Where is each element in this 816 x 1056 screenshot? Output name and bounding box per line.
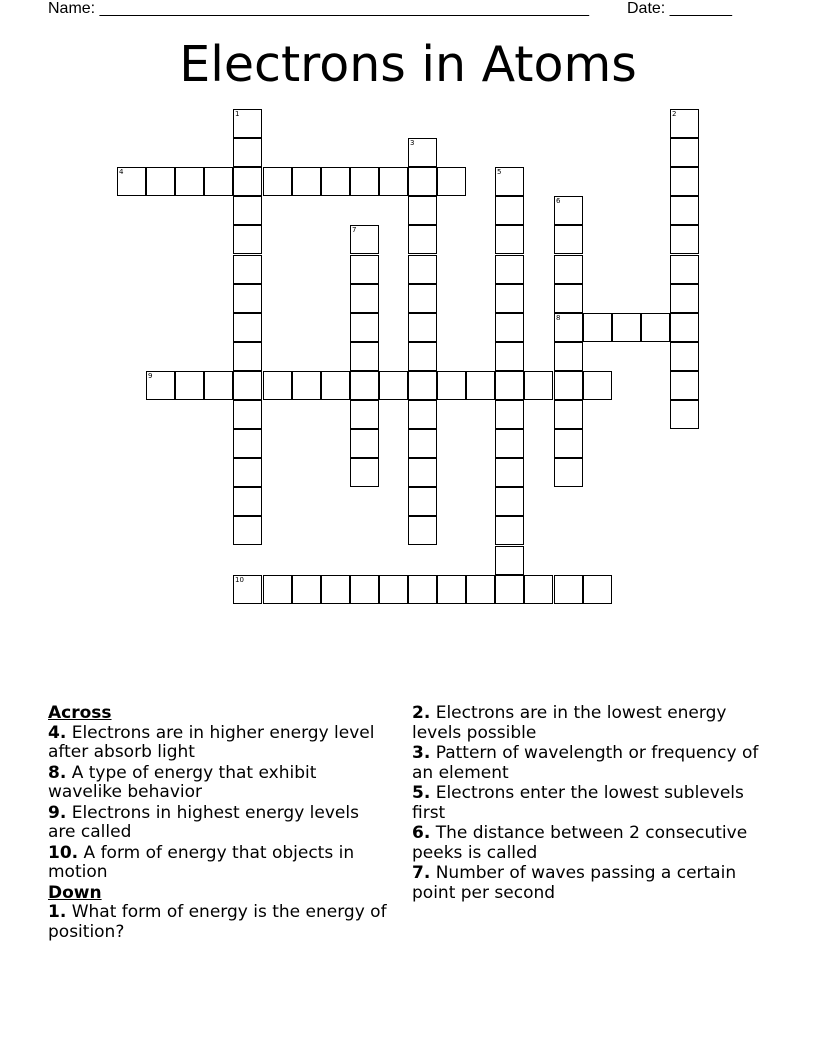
- grid-cell[interactable]: [670, 400, 699, 429]
- clue-number: 2.: [412, 703, 431, 723]
- cell-number: 9: [148, 372, 153, 380]
- clue-text: Pattern of wavelength or frequency of an element: [412, 743, 759, 783]
- grid-cell[interactable]: [350, 458, 379, 487]
- name-line: Name: _______________________________________________________: [48, 0, 589, 17]
- grid-cell[interactable]: [670, 138, 699, 167]
- grid-cell[interactable]: [554, 196, 583, 225]
- cell-number: 5: [497, 168, 502, 176]
- grid-cell[interactable]: [408, 371, 437, 400]
- grid-cell[interactable]: [408, 342, 437, 371]
- grid-cell[interactable]: [495, 546, 524, 575]
- grid-cell[interactable]: [670, 225, 699, 254]
- grid-cell[interactable]: [495, 196, 524, 225]
- clue-number: 10.: [48, 842, 79, 863]
- grid-cell[interactable]: [350, 313, 379, 342]
- grid-cell[interactable]: [670, 371, 699, 400]
- across-clue-10: [48, 844, 388, 883]
- grid-cell[interactable]: [408, 313, 437, 342]
- grid-cell[interactable]: [437, 575, 466, 604]
- grid-cell[interactable]: [175, 371, 204, 400]
- grid-cell[interactable]: [408, 167, 437, 196]
- clue-number: 4.: [48, 722, 67, 743]
- grid-cell[interactable]: [350, 400, 379, 429]
- grid-cell[interactable]: [554, 284, 583, 313]
- grid-cell[interactable]: [554, 400, 583, 429]
- clue-text: Electrons enter the lowest sublevels first: [412, 783, 744, 823]
- grid-cell[interactable]: [350, 255, 379, 284]
- grid-cell[interactable]: [495, 575, 524, 604]
- grid-cell[interactable]: [495, 284, 524, 313]
- grid-cell[interactable]: [583, 371, 612, 400]
- grid-cell[interactable]: [495, 313, 524, 342]
- grid-cell[interactable]: [350, 429, 379, 458]
- grid-cell[interactable]: [437, 167, 466, 196]
- grid-cell[interactable]: [292, 575, 321, 604]
- grid-cell[interactable]: [495, 458, 524, 487]
- grid-cell[interactable]: [408, 400, 437, 429]
- grid-cell[interactable]: [554, 575, 583, 604]
- cell-number: 4: [119, 168, 124, 176]
- grid-cell[interactable]: [321, 167, 350, 196]
- cell-number: 2: [672, 110, 677, 118]
- grid-cell[interactable]: [350, 575, 379, 604]
- cell-number: 8: [556, 314, 561, 322]
- down-clue-6: [412, 824, 772, 863]
- grid-cell[interactable]: [292, 371, 321, 400]
- grid-cell[interactable]: [583, 313, 612, 342]
- clue-text: Electrons are in the lowest energy levels possible: [412, 703, 727, 743]
- grid-cell[interactable]: [233, 371, 262, 400]
- grid-cell[interactable]: [233, 284, 262, 313]
- grid-cell[interactable]: [495, 516, 524, 545]
- grid-cell[interactable]: [408, 516, 437, 545]
- clue-number: 5.: [412, 783, 431, 803]
- clue-number: 7.: [412, 863, 431, 883]
- grid-cell[interactable]: [233, 487, 262, 516]
- grid-cell[interactable]: [379, 371, 408, 400]
- grid-cell[interactable]: [495, 487, 524, 516]
- clues-right-column: [412, 704, 772, 904]
- down-clue-3: [412, 744, 772, 783]
- grid-cell[interactable]: [233, 400, 262, 429]
- grid-cell[interactable]: [554, 313, 583, 342]
- grid-cell[interactable]: [350, 371, 379, 400]
- grid-cell[interactable]: [670, 284, 699, 313]
- grid-cell[interactable]: [583, 575, 612, 604]
- cell-number: 7: [352, 226, 357, 234]
- grid-cell[interactable]: [554, 255, 583, 284]
- cell-number: 1: [235, 110, 240, 118]
- grid-cell[interactable]: [204, 167, 233, 196]
- clue-text: Number of waves passing a certain point per second: [412, 863, 737, 903]
- puzzle-title: Electrons in Atoms: [179, 36, 637, 93]
- grid-cell[interactable]: [292, 167, 321, 196]
- clue-text: A type of energy that exhibit wavelike behavior: [48, 762, 317, 802]
- grid-cell[interactable]: [554, 342, 583, 371]
- grid-cell[interactable]: [233, 225, 262, 254]
- grid-cell[interactable]: [670, 255, 699, 284]
- grid-cell[interactable]: [408, 575, 437, 604]
- grid-cell[interactable]: [495, 167, 524, 196]
- grid-cell[interactable]: [495, 371, 524, 400]
- grid-cell[interactable]: [233, 167, 262, 196]
- clue-number: 1.: [48, 902, 67, 922]
- grid-cell[interactable]: [263, 575, 292, 604]
- grid-cell[interactable]: [408, 225, 437, 254]
- grid-cell[interactable]: [670, 342, 699, 371]
- grid-cell[interactable]: [466, 575, 495, 604]
- grid-cell[interactable]: [233, 342, 262, 371]
- grid-cell[interactable]: [321, 371, 350, 400]
- grid-cell[interactable]: [670, 109, 699, 138]
- grid-cell[interactable]: [233, 313, 262, 342]
- grid-cell[interactable]: [524, 371, 553, 400]
- grid-cell[interactable]: [408, 255, 437, 284]
- grid-cell[interactable]: [408, 138, 437, 167]
- grid-cell[interactable]: [670, 167, 699, 196]
- grid-cell[interactable]: [495, 429, 524, 458]
- clue-number: 8.: [48, 762, 67, 783]
- grid-cell[interactable]: [408, 429, 437, 458]
- clue-number: 9.: [48, 802, 67, 823]
- grid-cell[interactable]: [175, 167, 204, 196]
- clue-number: 6.: [412, 823, 431, 843]
- grid-cell[interactable]: [495, 225, 524, 254]
- grid-cell[interactable]: [495, 342, 524, 371]
- cell-number: 6: [556, 197, 561, 205]
- grid-cell[interactable]: [146, 167, 175, 196]
- cell-number: 3: [410, 139, 415, 147]
- clue-text: What form of energy is the energy of position?: [48, 902, 387, 942]
- down-clue-5: [412, 784, 772, 823]
- grid-cell[interactable]: [554, 458, 583, 487]
- grid-cell[interactable]: [233, 255, 262, 284]
- across-heading: Across: [48, 703, 112, 723]
- grid-cell[interactable]: [379, 167, 408, 196]
- grid-cell[interactable]: [350, 225, 379, 254]
- down-clue-1: [48, 903, 388, 942]
- clue-text: The distance between 2 consecutive peeks is called: [412, 823, 748, 863]
- grid-cell[interactable]: [321, 575, 350, 604]
- grid-cell[interactable]: [670, 313, 699, 342]
- grid-cell[interactable]: [641, 313, 670, 342]
- grid-cell[interactable]: [612, 313, 641, 342]
- grid-cell[interactable]: [379, 575, 408, 604]
- grid-cell[interactable]: [117, 167, 146, 196]
- date-line: Date: _______: [627, 0, 732, 17]
- clue-text: Electrons in highest energy levels are called: [48, 802, 359, 842]
- grid-cell[interactable]: [408, 196, 437, 225]
- grid-cell[interactable]: [233, 196, 262, 225]
- grid-cell[interactable]: [263, 371, 292, 400]
- grid-cell[interactable]: [437, 371, 466, 400]
- grid-cell[interactable]: [204, 371, 233, 400]
- grid-cell[interactable]: [554, 371, 583, 400]
- grid-cell[interactable]: [350, 167, 379, 196]
- grid-cell[interactable]: [350, 284, 379, 313]
- cell-number: 10: [235, 576, 244, 584]
- grid-cell[interactable]: [146, 371, 175, 400]
- down-clue-2: [412, 704, 772, 743]
- across-clue-9: [48, 804, 388, 843]
- grid-cell[interactable]: [408, 284, 437, 313]
- grid-cell[interactable]: [233, 138, 262, 167]
- grid-cell[interactable]: [233, 458, 262, 487]
- grid-cell[interactable]: [350, 342, 379, 371]
- grid-cell[interactable]: [263, 167, 292, 196]
- across-clue-8: [48, 764, 388, 803]
- grid-cell[interactable]: [408, 458, 437, 487]
- grid-cell[interactable]: [495, 255, 524, 284]
- grid-cell[interactable]: [554, 429, 583, 458]
- across-clue-4: [48, 724, 388, 763]
- clue-number: 3.: [412, 743, 431, 763]
- grid-cell[interactable]: [466, 371, 495, 400]
- grid-cell[interactable]: [233, 109, 262, 138]
- grid-cell[interactable]: [670, 196, 699, 225]
- grid-cell[interactable]: [408, 487, 437, 516]
- down-clue-7: [412, 864, 772, 903]
- down-heading: Down: [48, 882, 102, 903]
- grid-cell[interactable]: [554, 225, 583, 254]
- grid-cell[interactable]: [495, 400, 524, 429]
- grid-cell[interactable]: [233, 429, 262, 458]
- grid-cell[interactable]: [233, 516, 262, 545]
- clue-text: A form of energy that objects in motion: [48, 842, 355, 882]
- grid-cell[interactable]: [233, 575, 262, 604]
- grid-cell[interactable]: [524, 575, 553, 604]
- clues-left-column: [48, 704, 388, 943]
- clue-text: Electrons are in higher energy level after absorb light: [48, 722, 375, 762]
